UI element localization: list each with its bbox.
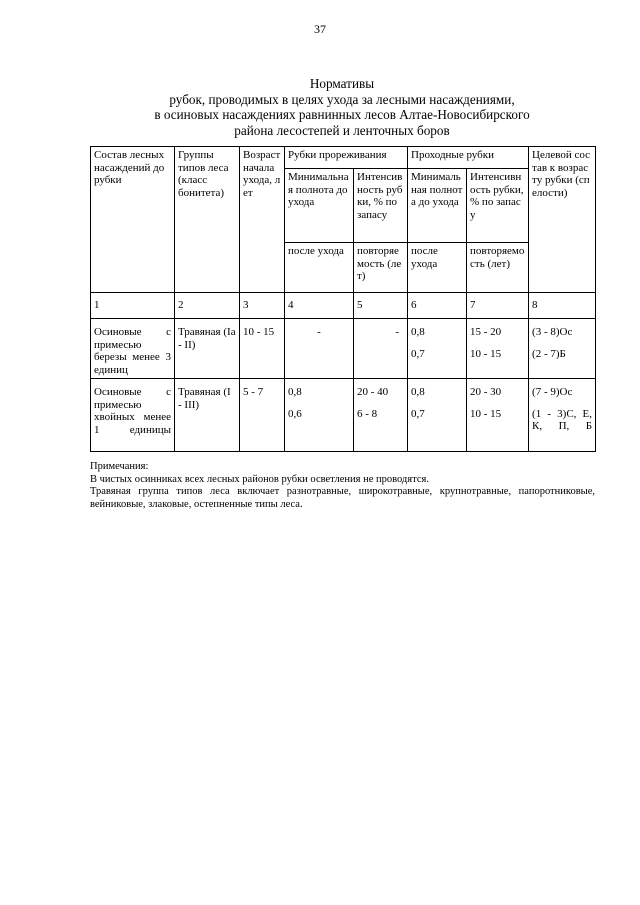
header-thin-intensity: Интенсивность рубки, % по запасу [354,169,408,243]
column-number: 8 [529,293,596,319]
header-composition: Состав лесных насаждений до рубки [91,147,175,293]
header-passage-cutting: Проходные рубки [408,147,529,169]
row-composition: Осиновые с примесью березы менее 3 единиц [91,319,175,379]
row-pass-density: 0,8 0,7 [408,379,467,452]
header-thin-repeat: повторяемость (лет) [354,243,408,293]
column-number: 7 [467,293,529,319]
title-line-4: района лесостепей и ленточных боров [234,122,450,138]
row-pass-density: 0,8 0,7 [408,319,467,379]
column-number: 3 [240,293,285,319]
note-1: В чистых осинниках всех лесных районов рубки осветления не проводятся. [90,473,429,485]
header-thinning: Рубки прореживания [285,147,408,169]
row-forest-type: Травяная (I - III) [175,379,240,452]
header-care-age: Возраст начала ухода, лет [240,147,285,293]
row-thin-density: - [285,319,354,379]
row-thin-density: 0,8 0,6 [285,379,354,452]
row-target-composition: (7 - 9)Ос (1 - 3)С, Е, К, П, Б [529,379,596,452]
row-care-age: 10 - 15 [240,319,285,379]
header-thin-min-density: Минимальная полнота до ухода [285,169,354,243]
title-line-2: рубок, проводимых в целях ухода за лесными насаждениями, [169,91,515,107]
column-number-row [91,293,596,319]
header-pass-after: после ухода [408,243,467,293]
header-pass-intensity: Интенсивность рубки, % по запасу [467,169,529,243]
row-thin-intensity: - [354,319,408,379]
table-row [91,319,596,379]
row-thin-intensity: 20 - 40 6 - 8 [354,379,408,452]
title-line-1: Нормативы [309,76,375,91]
column-number: 6 [408,293,467,319]
header-forest-type-groups: Группы типов леса (класс бонитета) [175,147,240,293]
table-row [91,379,596,452]
column-number: 2 [175,293,240,319]
title-line-3: в осиновых насаждениях равнинных лесов Алтае-Новосибирского [154,107,530,122]
note-2: Травяная группа типов леса включает разнотравные, широкотравные, крупнотравные, папоротниковые, вейниковые, злаковые, остепненные типы леса. [90,486,595,510]
document-title [92,76,592,138]
notes-heading: Примечания: [90,461,149,472]
header-pass-repeat: повторяемость (лет) [467,243,529,293]
row-composition: Осиновые с примесью хвойных менее 1 единицы [91,379,175,452]
row-target-composition: (3 - 8)Ос (2 - 7)Б [529,319,596,379]
row-forest-type: Травяная (Ia - II) [175,319,240,379]
header-target-composition: Целевой состав к возрасту рубки (спелости) [529,147,596,293]
header-thin-after: после ухода [285,243,354,293]
column-number: 1 [91,293,175,319]
column-number: 5 [354,293,408,319]
header-pass-min-density: Минимальная полнота до ухода [408,169,467,243]
row-care-age: 5 - 7 [240,379,285,452]
notes [90,461,595,511]
row-pass-intensity: 15 - 20 10 - 15 [467,319,529,379]
norms-table [90,146,596,452]
row-pass-intensity: 20 - 30 10 - 15 [467,379,529,452]
column-number: 4 [285,293,354,319]
page-number: 37 [314,22,326,36]
